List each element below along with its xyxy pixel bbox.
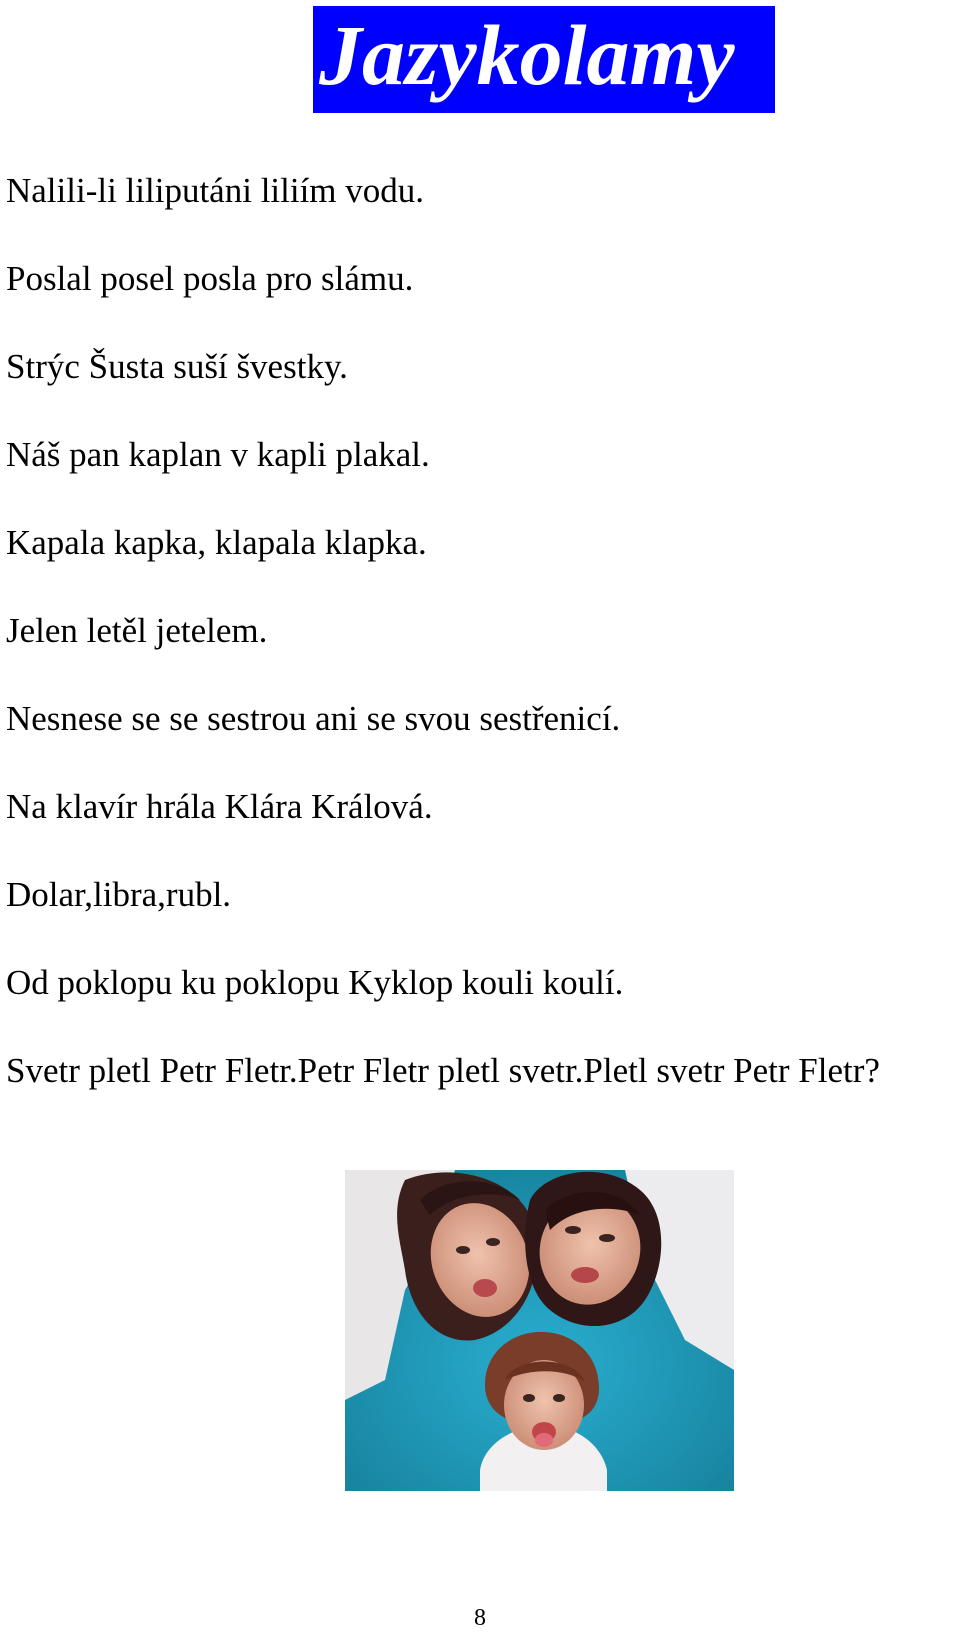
tongue-twister-line: Jelen letěl jetelem. xyxy=(6,611,268,650)
title-banner xyxy=(313,6,775,110)
tongue-twister-line: Strýc Šusta suší švestky. xyxy=(6,347,348,386)
family-photo xyxy=(345,1170,734,1491)
tongue-twister-line: Dolar,libra,rubl. xyxy=(6,875,232,914)
tongue-twister-line: Svetr pletl Petr Fletr.Petr Fletr pletl svetr.Pletl svetr Petr Fletr? xyxy=(6,1051,880,1090)
tongue-twister-line: Nalili-li liliputáni liliím vodu. xyxy=(6,171,425,210)
page-title: Jazykolamy xyxy=(319,7,735,103)
tongue-twister-line: Kapala kapka, klapala klapka. xyxy=(6,523,427,562)
tongue-twister-line: Náš pan kaplan v kapli plakal. xyxy=(6,435,430,474)
tongue-twister-list xyxy=(6,171,956,1139)
title-underline xyxy=(313,110,775,113)
tongue-twister-line: Od poklopu ku poklopu Kyklop kouli koulí. xyxy=(6,963,624,1002)
tongue-twister-line: Nesnese se se sestrou ani se svou sestřenicí. xyxy=(6,699,621,738)
tongue-twister-line: Na klavír hrála Klára Králová. xyxy=(6,787,433,826)
tongue-twister-line: Poslal posel posla pro slámu. xyxy=(6,259,414,298)
page-number: 8 xyxy=(474,1605,486,1631)
